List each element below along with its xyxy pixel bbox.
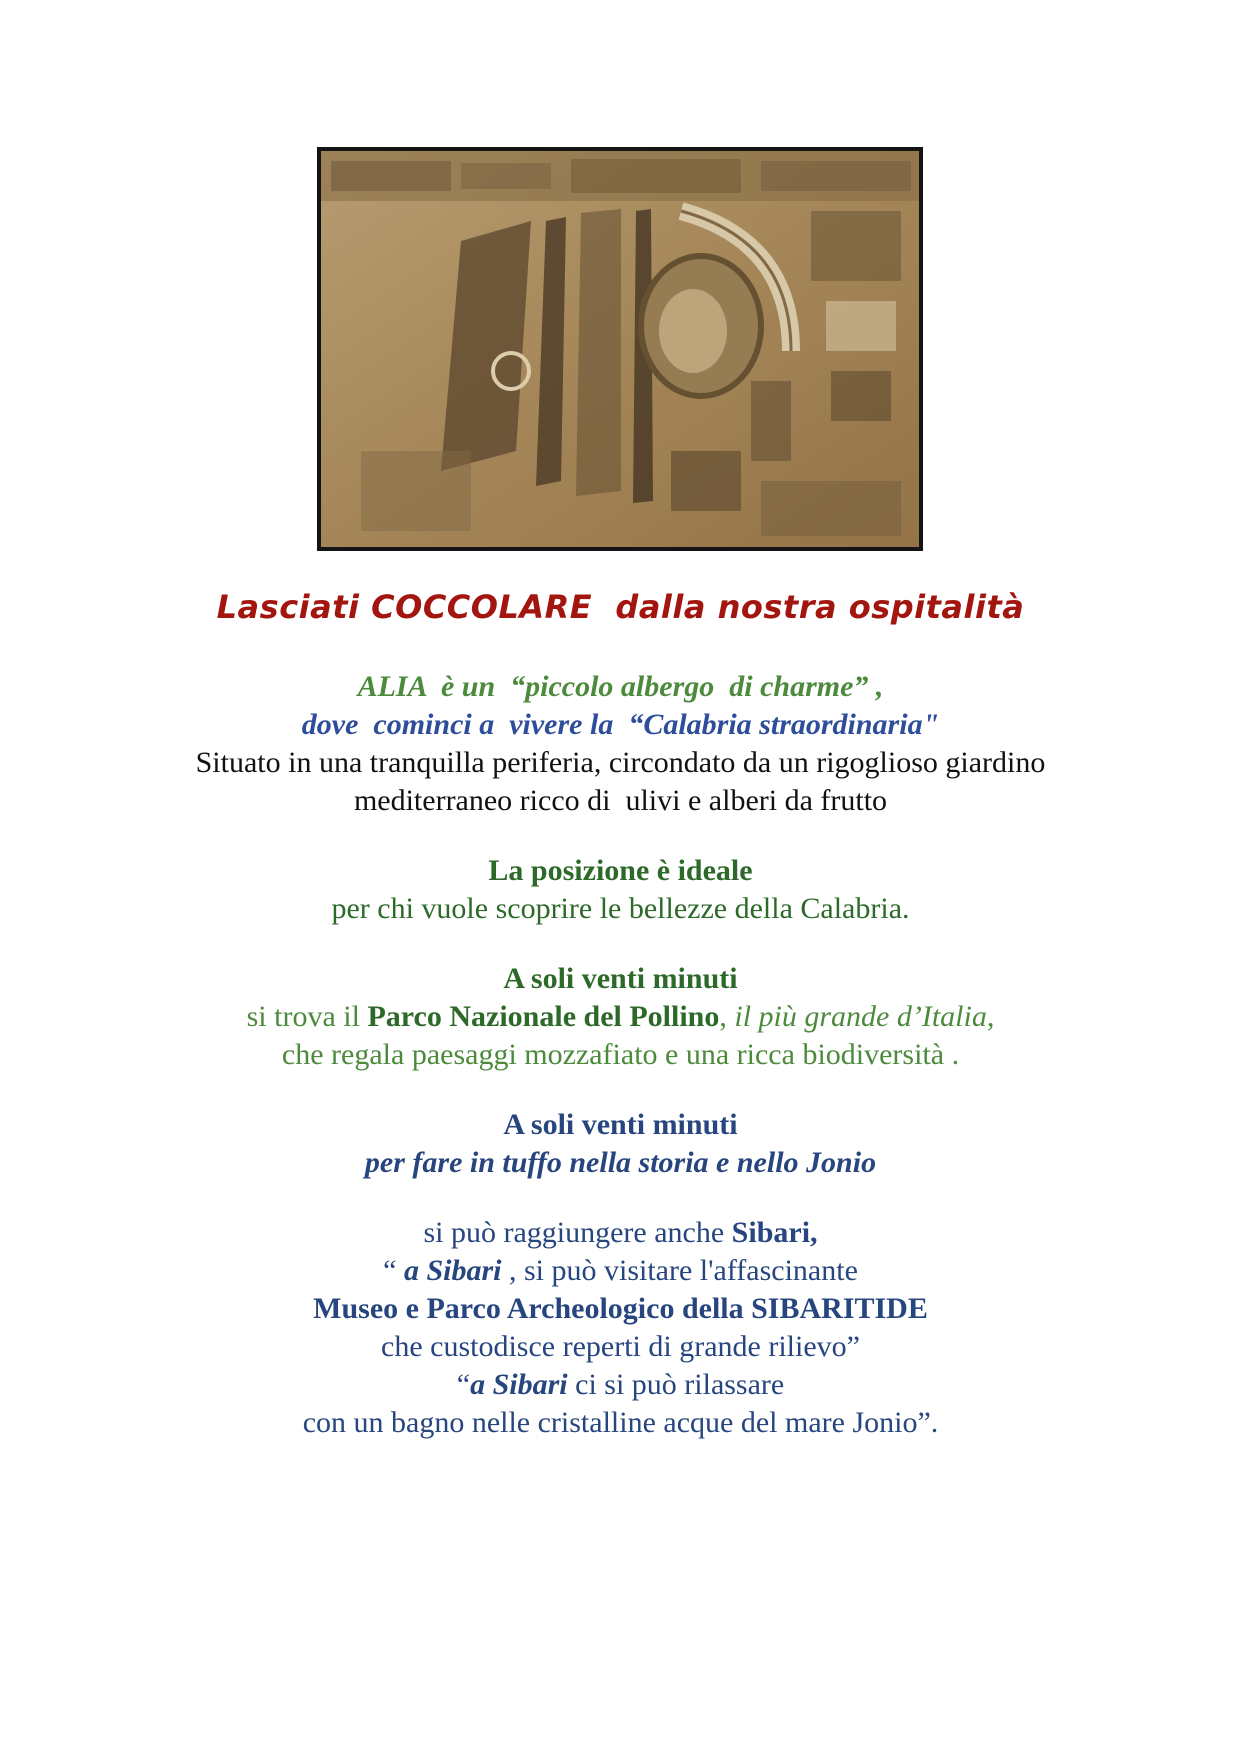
archaeological-ruins-aerial-photo-icon	[321, 151, 919, 547]
position-title: La posizione è ideale	[488, 854, 753, 887]
sibari-relax: ci si può rilassare	[567, 1368, 785, 1401]
intro-line-2: dove cominci a vivere la “Calabria straordinaria"	[301, 708, 940, 741]
pollino-line-2	[0, 998, 1241, 1036]
intro-line-3: Situato in una tranquilla periferia, circondato da un rigoglioso giardino	[195, 746, 1046, 779]
sibari-line-6: con un bagno nelle cristalline acque del mare Jonio”.	[302, 1406, 939, 1439]
sibari-museum: Museo e Parco Archeologico della SIBARITIDE	[313, 1292, 928, 1325]
pollino-title: A soli venti minuti	[503, 962, 738, 995]
intro-line-4: mediterraneo ricco di ulivi e alberi da frutto	[353, 784, 888, 817]
position-text: per chi vuole scoprire le bellezze della Calabria.	[331, 892, 910, 925]
sibari-line-1	[0, 1214, 1241, 1252]
sibari-line-2	[0, 1252, 1241, 1290]
pollino-line-3: che regala paesaggi mozzafiato e una ricca biodiversità .	[281, 1038, 960, 1071]
pollino-park-name: Parco Nazionale del Pollino	[367, 1000, 720, 1033]
jonio-title: A soli venti minuti	[503, 1108, 738, 1141]
ruins-photo	[317, 147, 923, 551]
jonio-subtitle: per fare in tuffo nella storia e nello Jonio	[364, 1146, 877, 1179]
sibari-visit: , si può visitare l'affascinante	[501, 1254, 858, 1287]
intro-line-1: ALIA è un “piccolo albergo di charme” ,	[357, 670, 884, 703]
sibari-name: Sibari,	[731, 1216, 818, 1249]
sibari-place: a Sibari	[403, 1254, 502, 1287]
page-headline: Lasciati COCCOLARE dalla nostra ospitalità	[216, 588, 1025, 626]
pollino-intro: si trova il	[246, 1000, 368, 1033]
sibari-line-4: che custodisce reperti di grande rilievo”	[381, 1330, 860, 1363]
sibari-reach: si può raggiungere anche	[423, 1216, 732, 1249]
sibari-place-2: a Sibari	[470, 1368, 568, 1401]
sibari-quote-open-2: “	[456, 1368, 471, 1401]
pollino-comma: ,	[719, 1000, 735, 1033]
pollino-comma-end: ,	[986, 1000, 995, 1033]
sibari-quote-open: “	[383, 1254, 404, 1287]
sibari-line-5	[0, 1366, 1241, 1404]
pollino-biggest: il più grande d’Italia	[734, 1000, 987, 1033]
